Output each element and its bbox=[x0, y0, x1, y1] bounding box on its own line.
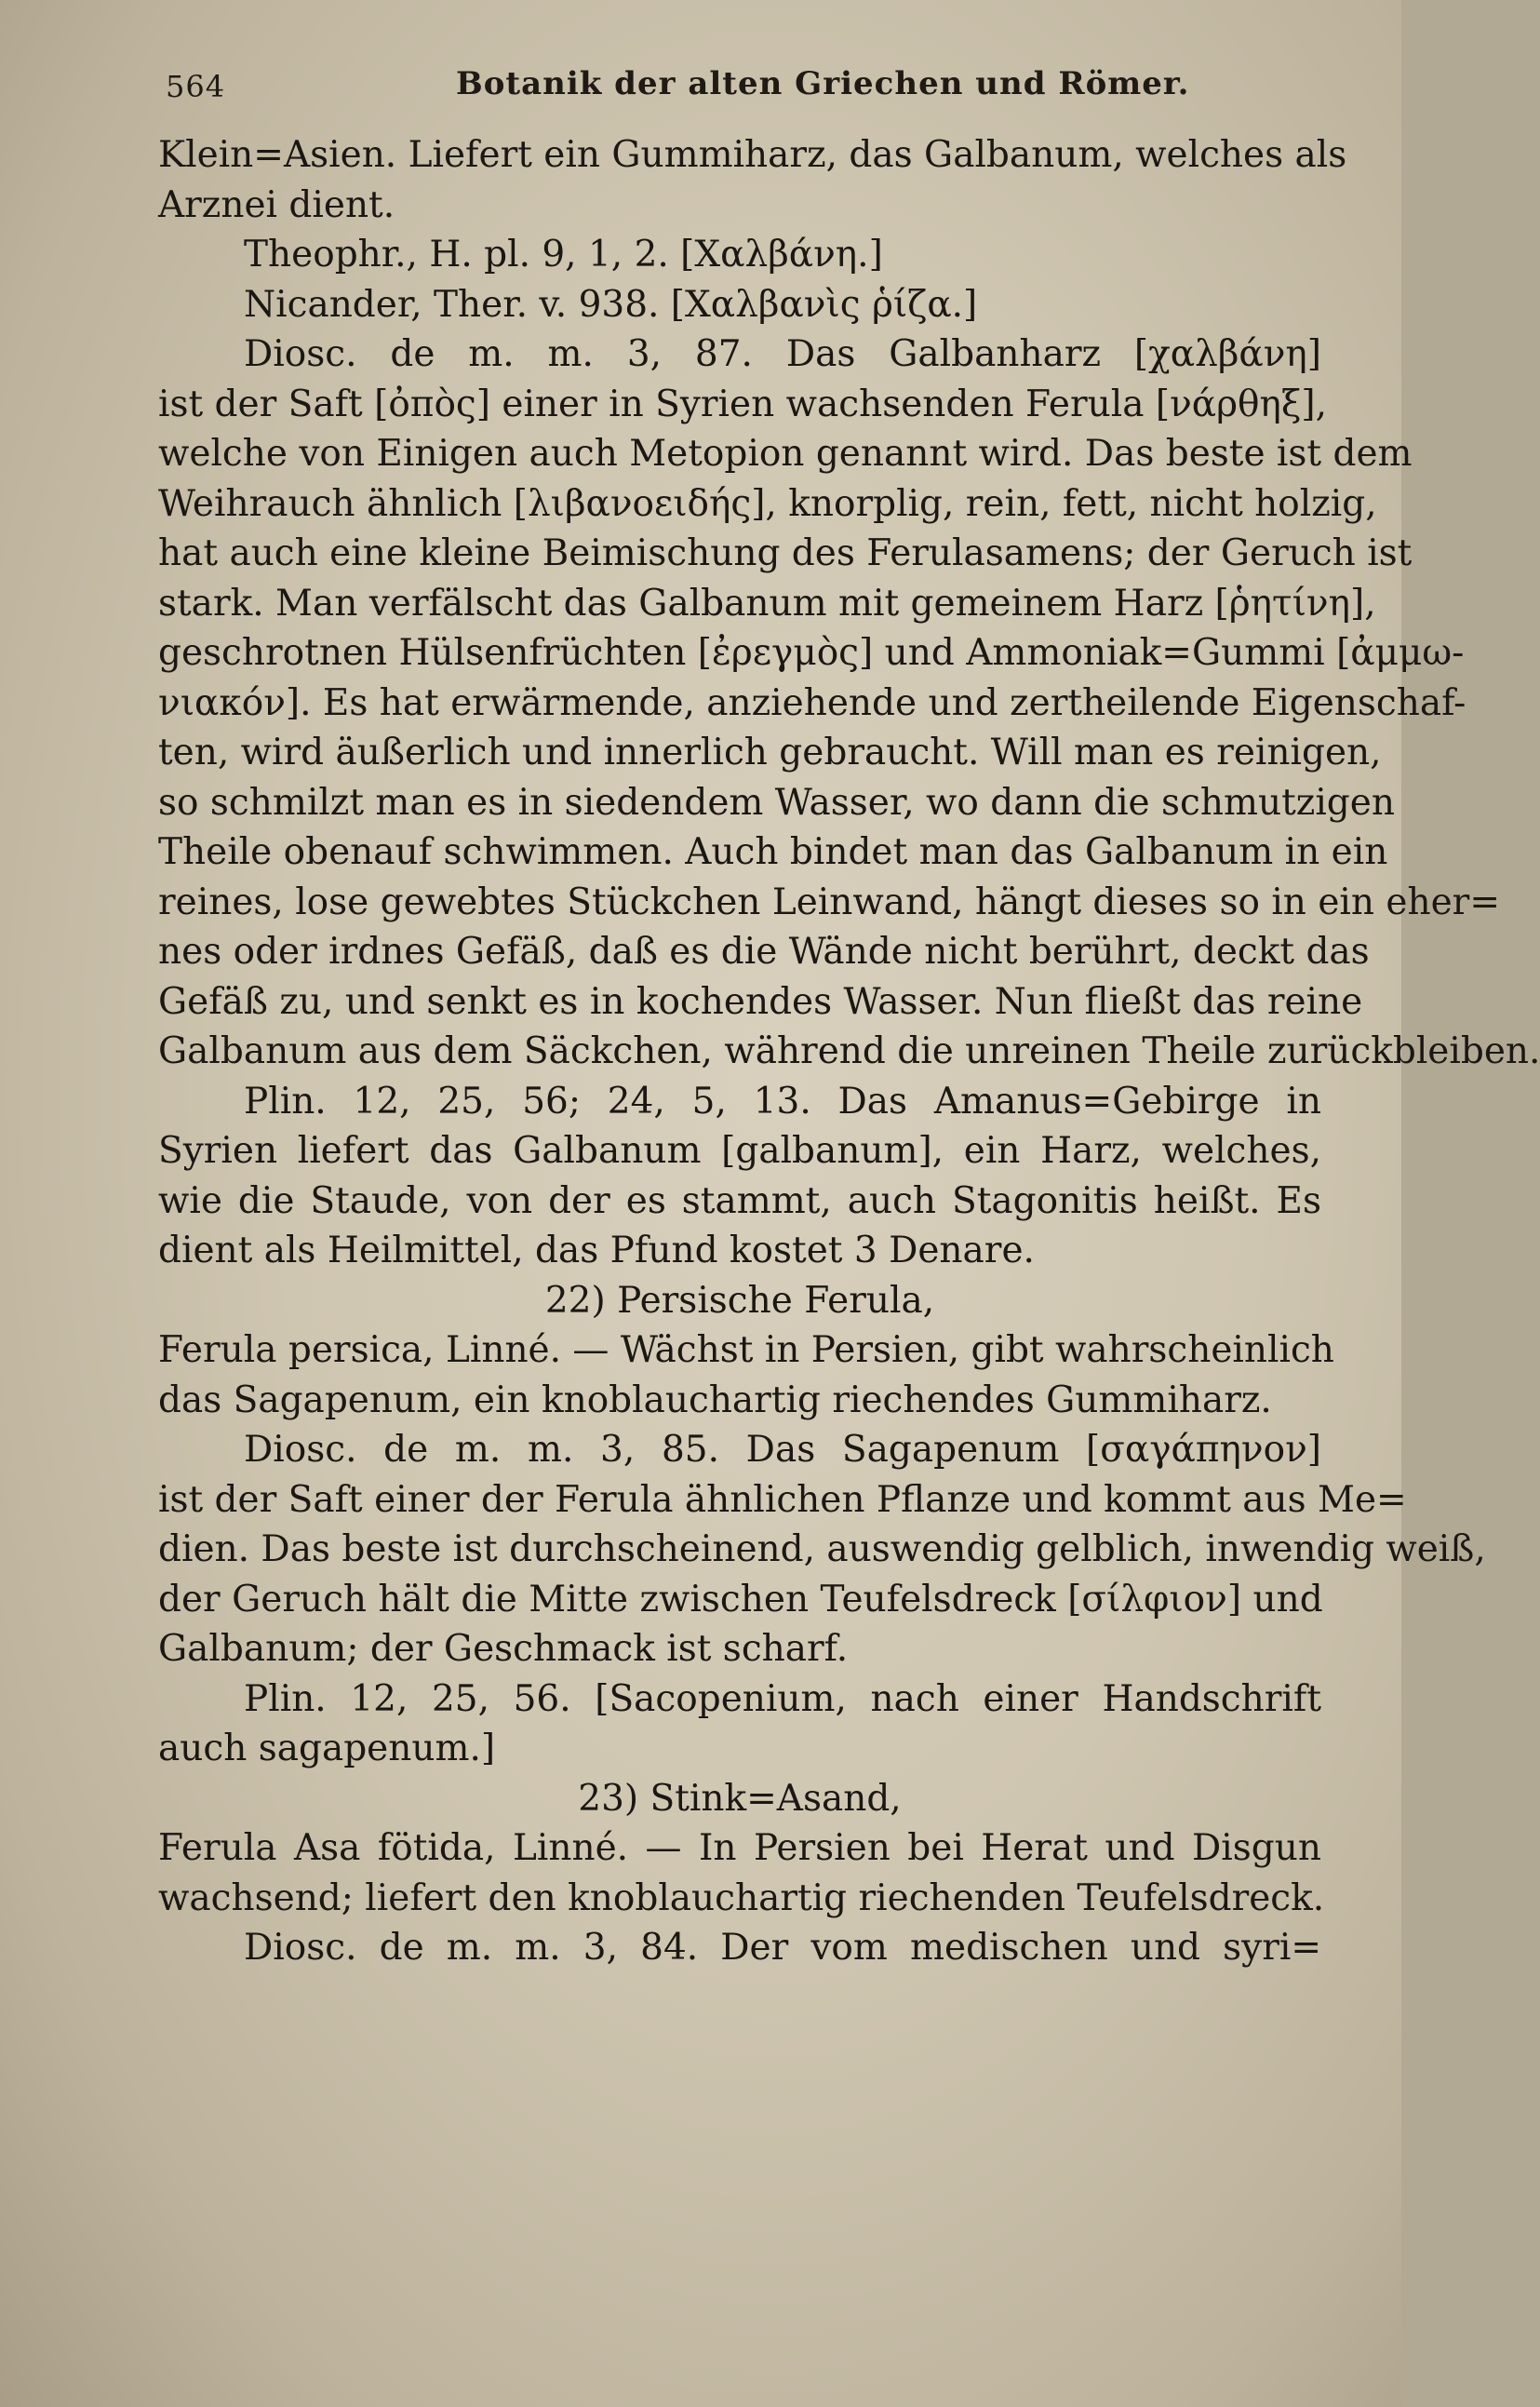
text-line: νιακόν]. Es hat erwärmende, anziehende und zertheilende Eigenschaf- bbox=[158, 681, 1466, 724]
section-heading: 22) Persische Ferula, bbox=[544, 1279, 935, 1322]
text-line: das Sagapenum, ein knoblauchartig riechendes Gummiharz. bbox=[158, 1378, 1272, 1421]
text-line: so schmilzt man es in siedendem Wasser, wo dann die schmutzigen bbox=[158, 781, 1395, 824]
text-line: auch sagapenum.] bbox=[158, 1728, 496, 1769]
text-line: Weihrauch ähnlich [λιβανοειδής], knorplig, rein, fett, nicht holzig, bbox=[158, 482, 1377, 525]
text-line: dien. Das beste ist durchscheinend, auswendig gelblich, inwendig weiß, bbox=[158, 1528, 1486, 1570]
text-line: nes oder irdnes Gefäß, daß es die Wände nicht berührt, deckt das bbox=[158, 931, 1370, 973]
text-line: wie die Staude, von der es stammt, auch Stagonitis heißt. Es bbox=[158, 1179, 1321, 1222]
text-line: Plin. 12, 25, 56. [Sacopenium, nach einer Handschrift bbox=[244, 1677, 1321, 1720]
text-line: Diosc. de m. m. 3, 84. Der vom medischen und syri= bbox=[244, 1927, 1321, 1969]
text-line: ist der Saft [ὀπὸς] einer in Syrien wachsenden Ferula [νάρθηξ], bbox=[158, 383, 1327, 425]
text-line: Theophr., H. pl. 9, 1, 2. [Χαλβάνη.] bbox=[244, 234, 883, 276]
text-line: reines, lose gewebtes Stückchen Leinwand, hängt dieses so in ein eher= bbox=[158, 881, 1500, 923]
text-line: Gefäß zu, und senkt es in kochendes Wasser. Nun fließt das reine bbox=[158, 980, 1363, 1023]
text-line: ten, wird äußerlich und innerlich gebraucht. Will man es reinigen, bbox=[158, 732, 1382, 773]
text-line: geschrotnen Hülsenfrüchten [ἐρεγμὸς] und Ammoniak=Gummi [ἀμμω- bbox=[158, 632, 1465, 674]
running-title: Botanik der alten Griechen und Römer. bbox=[456, 65, 1190, 102]
text-line: Galbanum aus dem Säckchen, während die unreinen Theile zurückbleiben. bbox=[158, 1030, 1540, 1072]
text-line: Plin. 12, 25, 56; 24, 5, 13. Das Amanus=Gebirge in bbox=[244, 1080, 1321, 1123]
body-text bbox=[158, 130, 1540, 1973]
text-line: Ferula Asa fötida, Linné. — In Persien bei Herat und Disgun bbox=[158, 1827, 1321, 1869]
text-line: hat auch eine kleine Beimischung des Ferulasamens; der Geruch ist bbox=[158, 532, 1413, 574]
page-header bbox=[166, 58, 1329, 114]
text-line: Theile obenauf schwimmen. Auch bindet man das Galbanum in ein bbox=[158, 831, 1388, 873]
text-line: wachsend; liefert den knoblauchartig riechenden Teufelsdreck. bbox=[158, 1876, 1325, 1919]
text-line: stark. Man verfälscht das Galbanum mit gemeinem Harz [ῥητίνη], bbox=[158, 582, 1376, 625]
page-number: 564 bbox=[166, 69, 226, 104]
text-line: welche von Einigen auch Metopion genannt wird. Das beste ist dem bbox=[158, 433, 1413, 475]
text-line: Syrien liefert das Galbanum [galbanum], ein Harz, welches, bbox=[158, 1130, 1321, 1172]
text-line: Diosc. de m. m. 3, 87. Das Galbanharz [χαλβάνη] bbox=[244, 333, 1321, 375]
text-line: der Geruch hält die Mitte zwischen Teufelsdreck [σίλφιον] und bbox=[158, 1578, 1323, 1620]
section-heading: 23) Stink=Asand, bbox=[578, 1777, 902, 1820]
text-line: Galbanum; der Geschmack ist scharf. bbox=[158, 1628, 849, 1670]
text-line: Nicander, Ther. v. 938. [Χαλβανὶς ῥίζα.] bbox=[244, 283, 978, 326]
text-line: dient als Heilmittel, das Pfund kostet 3 Denare. bbox=[158, 1230, 1035, 1271]
text-line: Arznei dient. bbox=[158, 183, 395, 226]
text-line: ist der Saft einer der Ferula ähnlichen Pflanze und kommt aus Me= bbox=[158, 1478, 1407, 1521]
text-line: Klein=Asien. Liefert ein Gummiharz, das Galbanum, welches als bbox=[158, 134, 1347, 176]
text-line: Diosc. de m. m. 3, 85. Das Sagapenum [σαγάπηνον] bbox=[244, 1429, 1321, 1471]
text-line: Ferula persica, Linné. — Wächst in Persien, gibt wahrscheinlich bbox=[158, 1329, 1334, 1371]
